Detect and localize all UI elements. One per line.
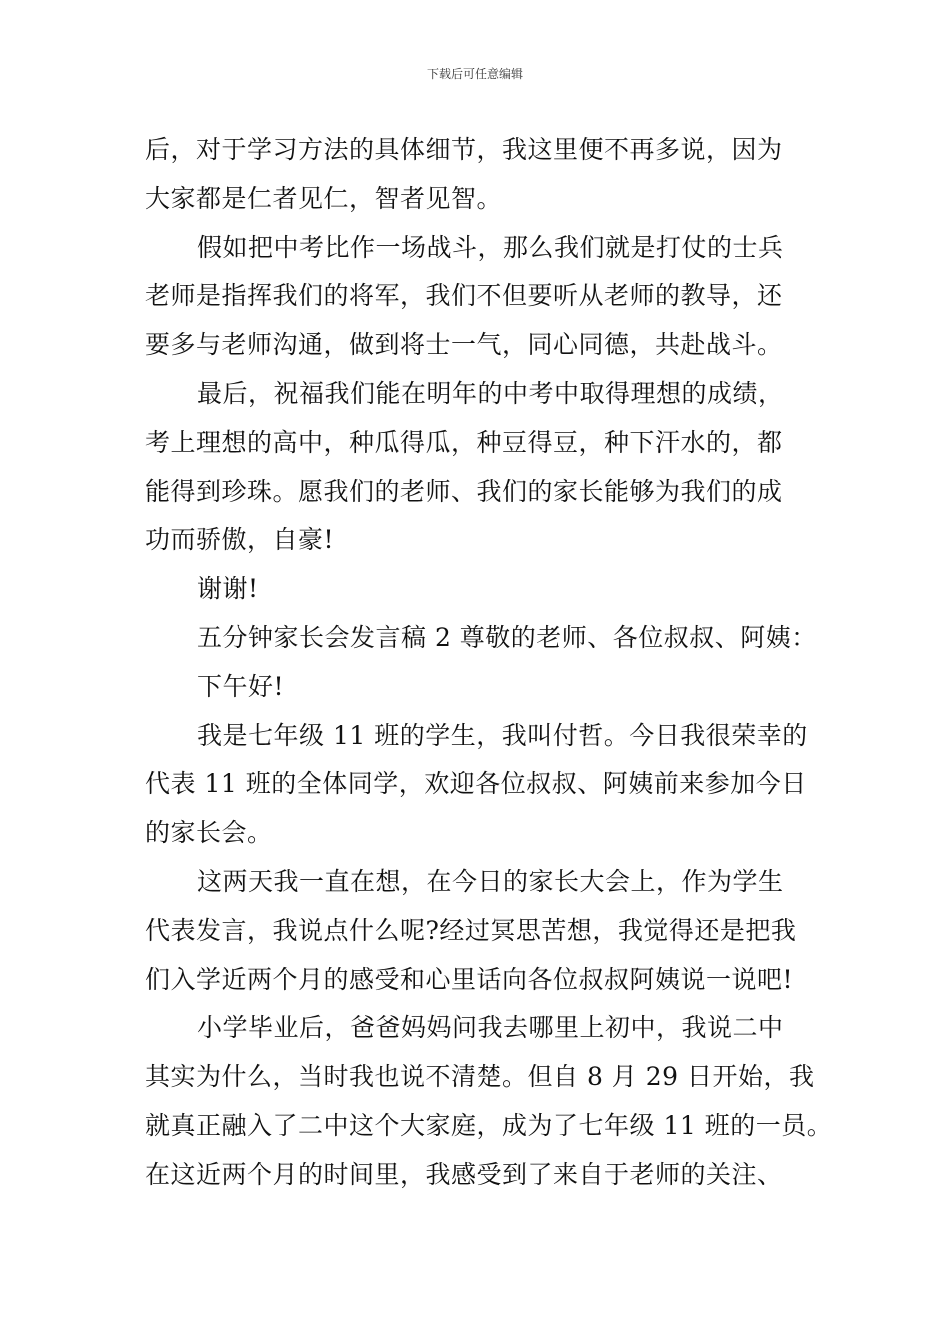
text-line: 们入学近两个月的感受和心里话向各位叔叔阿姨说一说吧! [145, 964, 794, 994]
text-line: 就真正融入了二中这个大家庭，成为了七年级 11 班的一员。 [145, 1110, 833, 1140]
page-header-note: 下载后可任意编辑 [426, 67, 523, 81]
text-line: 最后，祝福我们能在明年的中考中取得理想的成绩， [197, 378, 784, 408]
text-line: 在这近两个月的时间里，我感受到了来自于老师的关注、 [145, 1159, 783, 1189]
text-line: 代表 11 班的全体同学，欢迎各位叔叔、阿姨前来参加今日 [145, 769, 807, 799]
text-line: 功而骄傲，自豪! [145, 525, 335, 555]
text-line: 考上理想的高中，种瓜得瓜，种豆得豆，种下汗水的，都 [145, 427, 783, 457]
text-line: 五分钟家长会发言稿 2 尊敬的老师、各位叔叔、阿姨： [197, 622, 817, 652]
text-line: 这两天我一直在想，在今日的家长大会上，作为学生 [197, 866, 784, 896]
text-line: 谢谢! [197, 574, 259, 604]
text-line: 假如把中考比作一场战斗，那么我们就是打仗的士兵 [197, 232, 784, 262]
text-line: 其实为什么，当时我也说不清楚。但自 8 月 29 日开始，我 [145, 1062, 815, 1092]
text-line: 代表发言，我说点什么呢?经过冥思苦想，我觉得还是把我 [145, 915, 797, 945]
text-line: 后，对于学习方法的具体细节，我这里便不再多说，因为 [145, 135, 783, 164]
text-line: 我是七年级 11 班的学生，我叫付哲。今日我很荣幸的 [197, 720, 808, 750]
text-line: 要多与老师沟通，做到将士一气，同心同德，共赴战斗。 [145, 330, 783, 360]
document-body [145, 126, 835, 1200]
text-line: 大家都是仁者见仁，智者见智。 [145, 183, 503, 213]
text-line: 小学毕业后，爸爸妈妈问我去哪里上初中，我说二中 [197, 1013, 784, 1043]
text-line: 下午好! [197, 671, 285, 701]
text-line: 的家长会。 [145, 818, 273, 848]
text-line: 能得到珍珠。愿我们的老师、我们的家长能够为我们的成 [145, 476, 783, 506]
text-line: 老师是指挥我们的将军，我们不但要听从老师的教导，还 [145, 281, 783, 311]
